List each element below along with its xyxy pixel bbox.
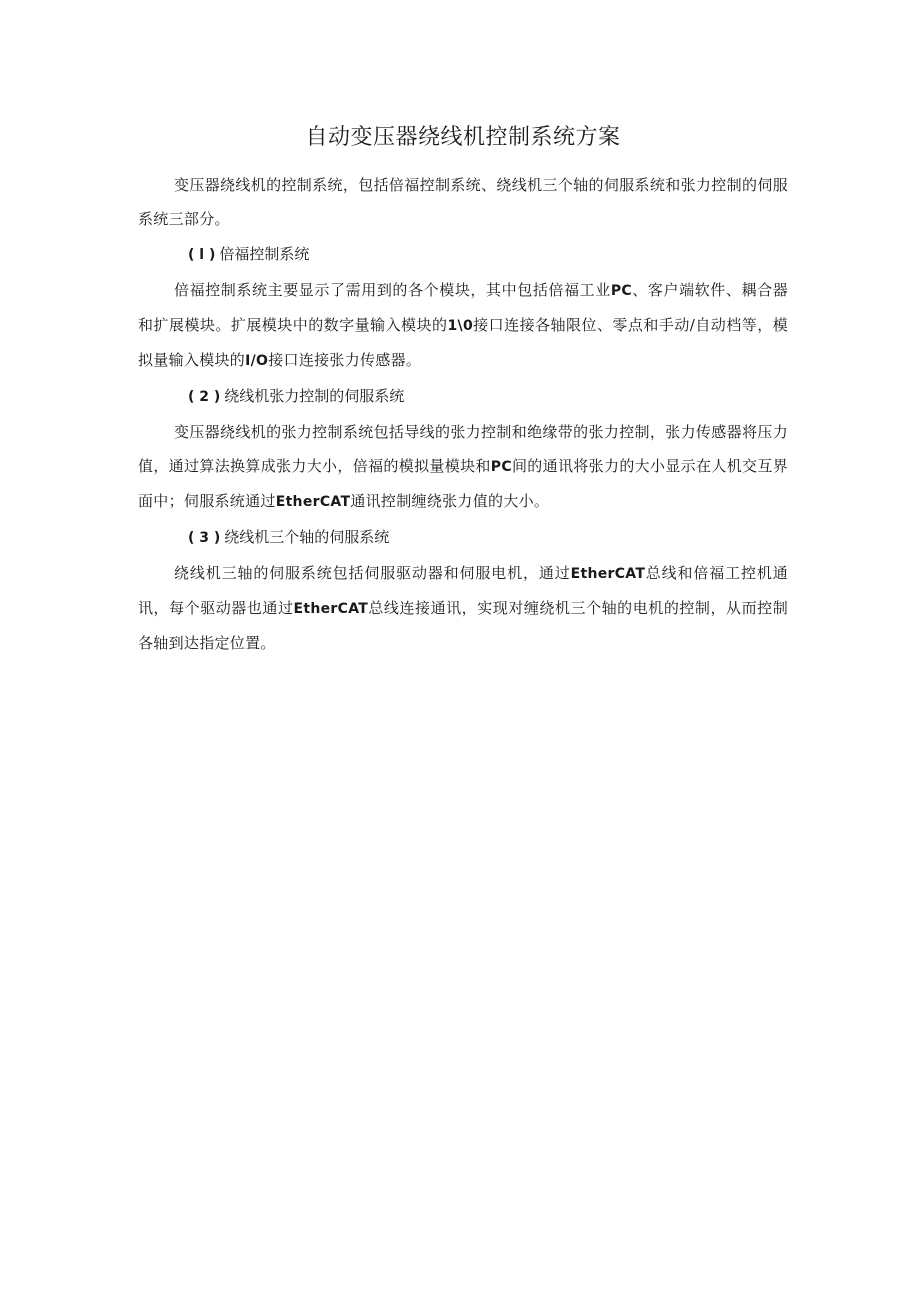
bold-term: 1\0 [447,318,473,334]
document-title: 自动变压器绕线机控制系统方案 [305,125,621,150]
text-run: 总线和倍福工控机通讯，每个驱动器也通过 [138,564,788,617]
bold-term: EtherCAT [275,494,351,510]
section-heading-3 [138,519,788,556]
text-run: 接口连接各轴限位、零点和手动/自动档等，模拟量输入模块的 [138,316,788,369]
text-run: 、客户端软件、耦合器和扩展模块。扩展模块中的数字量输入模块的 [138,281,788,334]
text-run: 通讯控制缠绕张力值的大小。 [350,492,550,510]
section-number: ( 3 ) [188,530,221,546]
bold-term: PC [610,283,632,299]
text-run: 接口连接张力传感器。 [268,351,422,369]
section-number: ( l ) [188,247,216,263]
bold-term: I/O [245,353,269,369]
section-number: ( 2 ) [188,389,221,405]
bold-term: PC [490,459,512,475]
text-run: 绕线机三轴的伺服系统包括伺服驱动器和伺服电机，通过 [174,564,571,582]
bold-term: EtherCAT [570,566,646,582]
section-heading-text: 绕线机三个轴的伺服系统 [224,528,390,546]
section-heading-2 [138,378,788,415]
bold-term: EtherCAT [293,601,369,617]
intro-paragraph: 变压器绕线机的控制系统，包括倍福控制系统、绕线机三个轴的伺服系统和张力控制的伺服系统三部分。 [138,176,788,228]
document-page [138,118,788,660]
section-body-1 [138,273,788,378]
section-heading-1 [138,236,788,273]
section-body-2 [138,415,788,519]
section-heading-text: 倍福控制系统 [219,245,310,263]
text-run: 总线连接通讯，实现对缠绕机三个轴的电机的控制，从而控制各轴到达指定位置。 [138,599,788,652]
text-run: 倍福控制系统主要显示了需用到的各个模块，其中包括倍福工业 [174,281,611,299]
section-body-3 [138,556,788,660]
text-run: 间的通讯将张力的大小显示在人机交互界面中；伺服系统通过 [138,457,789,510]
text-run: 变压器绕线机的张力控制系统包括导线的张力控制和绝缘带的张力控制，张力传感器将压力值，通过算法换算成张力大小，倍福的模拟量模块和 [138,423,788,475]
section-heading-text: 绕线机张力控制的伺服系统 [224,387,405,405]
